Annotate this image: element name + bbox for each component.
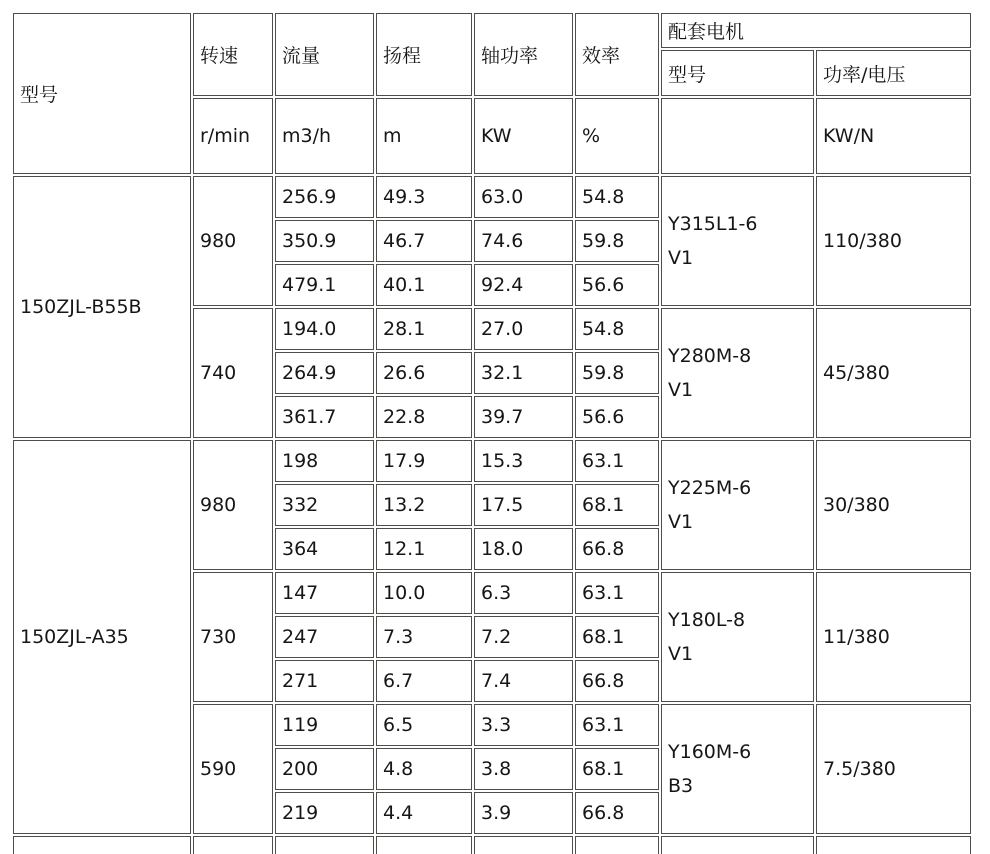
efficiency-cell: 66.8 [575,528,659,570]
efficiency-cell: 63.1 [575,572,659,614]
efficiency-cell: 63.1 [575,440,659,482]
efficiency-cell: 59.8 [575,220,659,262]
flow-cell: 332 [275,484,374,526]
head-cell: 49.3 [376,176,472,218]
header-efficiency: 效率 [575,13,659,96]
flow-cell: 350.9 [275,220,374,262]
pump-model-cell [13,836,191,854]
efficiency-cell: 63.1 [575,704,659,746]
head-cell [376,836,472,854]
header-speed: 转速 [193,13,273,96]
power-voltage-cell [816,836,971,854]
motor-model-cell [661,440,814,570]
shaft-power-cell: 63.0 [474,176,573,218]
efficiency-cell: 54.8 [575,176,659,218]
shaft-power-cell: 3.9 [474,792,573,834]
shaft-power-cell: 18.0 [474,528,573,570]
motor-model-text: Y280M-8 [668,344,752,367]
power-voltage-cell: 45/380 [816,308,971,438]
shaft-power-cell: 7.2 [474,616,573,658]
header-motor-group: 配套电机 [661,13,971,48]
efficiency-cell: 56.6 [575,264,659,306]
motor-mount-text: V1 [668,511,694,533]
speed-cell: 590 [193,704,273,834]
power-voltage-cell: 110/380 [816,176,971,306]
shaft-power-cell [474,836,573,854]
efficiency-cell [575,836,659,854]
power-voltage-cell: 30/380 [816,440,971,570]
head-cell: 22.8 [376,396,472,438]
shaft-power-cell: 32.1 [474,352,573,394]
shaft-power-cell: 27.0 [474,308,573,350]
header-motor-model-unit-empty [661,98,814,174]
shaft-power-cell: 7.4 [474,660,573,702]
header-row-1 [13,13,971,48]
head-cell: 17.9 [376,440,472,482]
flow-cell: 256.9 [275,176,374,218]
shaft-power-cell: 15.3 [474,440,573,482]
efficiency-cell: 68.1 [575,616,659,658]
efficiency-cell: 54.8 [575,308,659,350]
efficiency-cell: 66.8 [575,660,659,702]
head-cell: 40.1 [376,264,472,306]
speed-cell: 740 [193,308,273,438]
head-cell: 28.1 [376,308,472,350]
speed-cell: 980 [193,440,273,570]
motor-model-text: Y180L-8 [668,608,746,631]
head-cell: 4.8 [376,748,472,790]
power-voltage-cell: 11/380 [816,572,971,702]
shaft-power-cell: 17.5 [474,484,573,526]
header-head: 扬程 [376,13,472,96]
header-motor-power-voltage: 功率/电压 [816,50,971,96]
motor-model-cell [661,308,814,438]
header-flow: 流量 [275,13,374,96]
head-cell: 10.0 [376,572,472,614]
flow-cell: 264.9 [275,352,374,394]
flow-cell [275,836,374,854]
flow-cell: 247 [275,616,374,658]
header-efficiency-unit: % [575,98,659,174]
shaft-power-cell: 92.4 [474,264,573,306]
header-motor-model: 型号 [661,50,814,96]
efficiency-cell: 66.8 [575,792,659,834]
motor-model-text: Y225M-6 [668,476,752,499]
flow-cell: 219 [275,792,374,834]
speed-cell [193,836,273,854]
efficiency-cell: 68.1 [575,748,659,790]
speed-cell: 730 [193,572,273,702]
shaft-power-cell: 6.3 [474,572,573,614]
flow-cell: 479.1 [275,264,374,306]
motor-model-text: Y315L1-6 [668,212,758,235]
flow-cell: 119 [275,704,374,746]
power-voltage-cell: 7.5/380 [816,704,971,834]
head-cell: 12.1 [376,528,472,570]
flow-cell: 194.0 [275,308,374,350]
flow-cell: 271 [275,660,374,702]
header-flow-unit: m3/h [275,98,374,174]
head-cell: 4.4 [376,792,472,834]
flow-cell: 147 [275,572,374,614]
head-cell: 46.7 [376,220,472,262]
head-cell: 13.2 [376,484,472,526]
motor-model-cell [661,836,814,854]
efficiency-cell: 59.8 [575,352,659,394]
table-row [13,440,971,482]
header-speed-unit: r/min [193,98,273,174]
header-model: 型号 [13,13,191,174]
pump-model-cell: 150ZJL-A35 [13,440,191,834]
shaft-power-cell: 3.8 [474,748,573,790]
motor-mount-text: V1 [668,643,694,665]
flow-cell: 198 [275,440,374,482]
head-cell: 7.3 [376,616,472,658]
pump-spec-table [11,11,973,854]
table-row-clipped [13,836,971,854]
efficiency-cell: 56.6 [575,396,659,438]
flow-cell: 200 [275,748,374,790]
head-cell: 6.5 [376,704,472,746]
motor-mount-text: B3 [668,775,694,797]
motor-model-cell [661,704,814,834]
motor-mount-text: V1 [668,379,694,401]
header-motor-power-voltage-unit: KW/N [816,98,971,174]
shaft-power-cell: 39.7 [474,396,573,438]
shaft-power-cell: 74.6 [474,220,573,262]
speed-cell: 980 [193,176,273,306]
motor-mount-text: V1 [668,247,694,269]
motor-model-cell [661,176,814,306]
head-cell: 26.6 [376,352,472,394]
flow-cell: 364 [275,528,374,570]
flow-cell: 361.7 [275,396,374,438]
table-row [13,176,971,218]
header-shaft-power: 轴功率 [474,13,573,96]
header-head-unit: m [376,98,472,174]
header-shaft-power-unit: KW [474,98,573,174]
motor-model-cell [661,572,814,702]
head-cell: 6.7 [376,660,472,702]
motor-model-text: Y160M-6 [668,740,752,763]
efficiency-cell: 68.1 [575,484,659,526]
shaft-power-cell: 3.3 [474,704,573,746]
pump-model-cell: 150ZJL-B55B [13,176,191,438]
